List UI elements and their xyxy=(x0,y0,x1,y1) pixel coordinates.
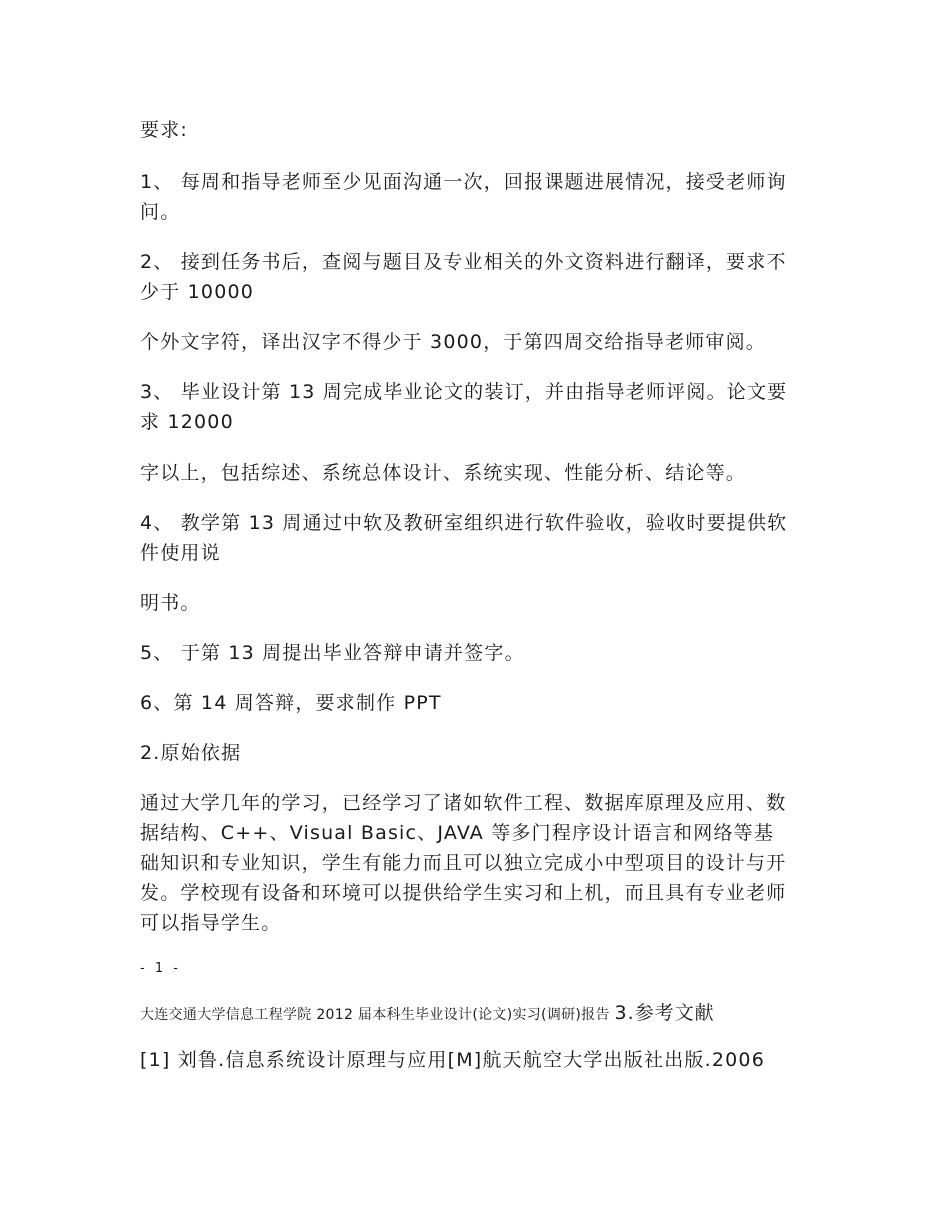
section-2-line-1: 通过大学几年的学习，已经学习了诸如软件工程、数据库原理及应用、数 xyxy=(140,792,787,814)
requirement-item-4-line-2: 件使用说 xyxy=(140,542,221,564)
reference-1: [1] 刘鲁.信息系统设计原理与应用[M]航天航空大学出版社出版.2006 xyxy=(140,1049,766,1071)
requirement-item-2-line-2: 少于 10000 xyxy=(140,281,255,303)
requirement-item-5: 5、 于第 13 周提出毕业答辩申请并签字。 xyxy=(140,642,525,664)
page-number: - 1 - xyxy=(140,961,181,976)
requirement-item-4 xyxy=(140,508,815,568)
requirement-item-2-continuation: 个外文字符，译出汉字不得少于 3000，于第四周交给指导老师审阅。 xyxy=(140,331,766,353)
section-2-line-3: 础知识和专业知识，学生有能力而且可以独立完成小中型项目的设计与开 xyxy=(140,852,787,874)
section-2-line-5: 可以指导学生。 xyxy=(140,912,282,934)
section-2-body xyxy=(140,788,815,938)
requirement-item-2-line-1: 2、 接到任务书后，查阅与题目及专业相关的外文资料进行翻译，要求不 xyxy=(140,251,787,273)
requirement-item-1-line-1: 1、 每周和指导老师至少见面沟通一次，回报课题进展情况，接受老师询 xyxy=(140,171,787,193)
requirement-item-6: 6、第 14 周答辩，要求制作 PPT xyxy=(140,692,442,714)
requirement-item-3-line-1: 3、 毕业设计第 13 周完成毕业论文的装订，并由指导老师评阅。论文要 xyxy=(140,381,788,403)
requirement-item-1 xyxy=(140,167,815,227)
requirement-item-4-line-1: 4、 教学第 13 周通过中软及教研室组织进行软件验收，验收时要提供软 xyxy=(140,512,788,534)
section-2-line-2: 据结构、C++、Visual Basic、JAVA 等多门程序设计语言和网络等基 xyxy=(140,822,775,844)
requirements-heading: 要求: xyxy=(140,119,189,141)
requirement-item-3-line-2: 求 12000 xyxy=(140,411,234,433)
section-3-heading: 3.参考文献 xyxy=(614,1002,715,1024)
section-2-line-4: 发。学校现有设备和环境可以提供给学生实习和上机，而且具有专业老师 xyxy=(140,882,787,904)
running-header: 大连交通大学信息工程学院 2012 届本科生毕业设计(论文)实习(调研)报告 xyxy=(140,1007,610,1023)
requirement-item-4-continuation: 明书。 xyxy=(140,592,201,614)
requirement-item-3 xyxy=(140,377,815,437)
requirement-item-2 xyxy=(140,247,815,307)
running-header-line xyxy=(140,998,715,1025)
section-2-heading: 2.原始依据 xyxy=(140,742,242,764)
requirement-item-3-continuation: 字以上，包括综述、系统总体设计、系统实现、性能分析、结论等。 xyxy=(140,462,747,484)
requirement-item-1-line-2: 问。 xyxy=(140,201,181,223)
